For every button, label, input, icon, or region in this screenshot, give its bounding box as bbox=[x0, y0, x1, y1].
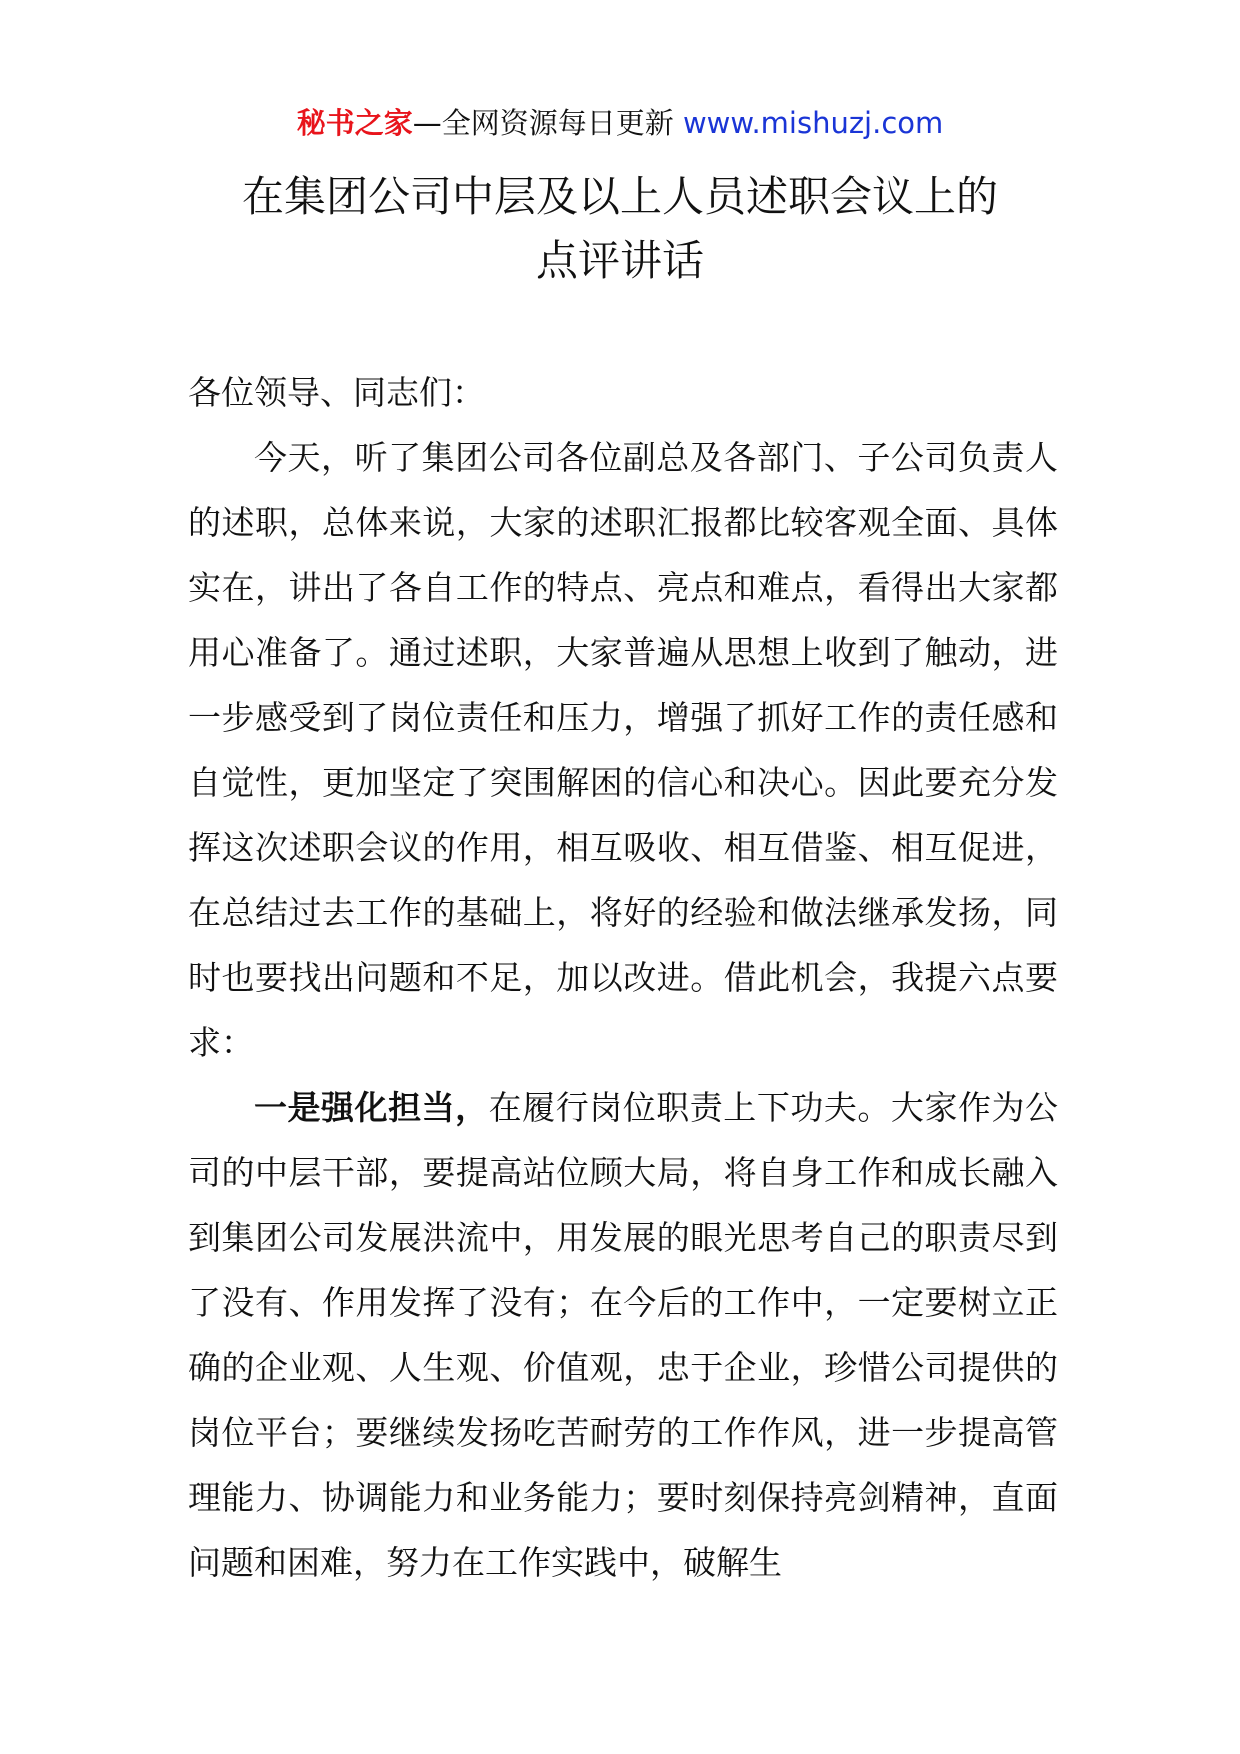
document-body bbox=[188, 360, 1058, 1595]
title-line-1: 在集团公司中层及以上人员述职会议上的 bbox=[241, 172, 998, 221]
paragraph-point-one bbox=[188, 1075, 1058, 1595]
point-one-text: 在履行岗位职责上下功夫。大家作为公司的中层干部，要提高站位顾大局，将自身工作和成长融入到集团公司发展洪流中，用发展的眼光思考自己的职责尽到了没有、作用发挥了没有；在今后的工作中，一定要树立正确的企业观、人生观、价值观，忠于企业，珍惜公司提供的岗位平台；要继续发扬吃苦耐劳的工作作风，进一步提高管理能力、协调能力和业务能力；要时刻保持亮剑精神，直面问题和困难，努力在工作实践中，破解生 bbox=[188, 1088, 1059, 1582]
brand-name: 秘书之家 bbox=[296, 106, 413, 140]
header-banner bbox=[0, 103, 1240, 143]
banner-tagline: —全网资源每日更新 bbox=[412, 106, 683, 140]
website-link[interactable]: www.mishuzj.com bbox=[682, 106, 944, 140]
salutation: 各位领导、同志们： bbox=[188, 373, 485, 412]
document-title bbox=[0, 165, 1240, 293]
title-line-2: 点评讲话 bbox=[535, 236, 704, 285]
point-one-heading: 一是强化担当， bbox=[254, 1088, 489, 1127]
paragraph-intro: 今天，听了集团公司各位副总及各部门、子公司负责人的述职，总体来说，大家的述职汇报都比较客观全面、具体实在，讲出了各自工作的特点、亮点和难点，看得出大家都用心准备了。通过述职，大家普遍从思想上收到了触动，进一步感受到了岗位责任和压力，增强了抓好工作的责任感和自觉性，更加坚定了突围解困的信心和决心。因此要充分发挥这次述职会议的作用，相互吸收、相互借鉴、相互促进，在总结过去工作的基础上，将好的经验和做法继承发扬，同时也要找出问题和不足，加以改进。借此机会，我提六点要求： bbox=[188, 438, 1058, 1062]
